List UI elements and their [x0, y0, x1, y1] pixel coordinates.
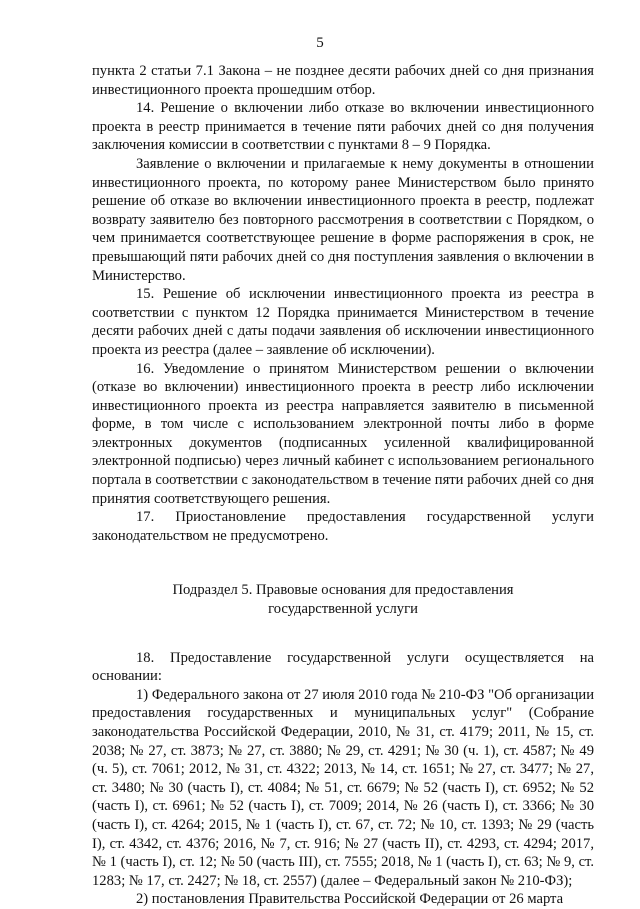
subsection-heading-line: Подраздел 5. Правовые основания для предоставления	[172, 582, 514, 599]
paragraph-item-18: 18. Предоставление государственной услуги осуществляется на основании:	[92, 649, 594, 685]
paragraph: пункта 2 статьи 7.1 Закона – не позднее десяти рабочих дней со дня признания инвестиционного проекта прошедшим отбор.	[92, 63, 594, 98]
list-item-federal-law: 1) Федерального закона от 27 июля 2010 года № 210-ФЗ "Об организации предоставления государственных и муниципальных услуг" (Собрание законодательства Российской Федерации, 2010, № 31, ст. 4179; 2011, № 15, ст. 2038; № 27, ст. 3873; № 27, ст. 3880; № 29, ст. 4291; № 30 (ч. 1), ст. 4587; № 49 (ч. 5), ст. 7061; 2012, № 31, ст. 4322; 2013, № 14, ст. 1651; № 27, ст. 3477; № 27, ст. 3480; № 30 (часть I), ст. 4084; № 51, ст. 6679; № 52 (часть I), ст. 6952; № 52 (часть I), ст. 6961; № 52 (часть I), ст. 7009; 2014, № 26 (часть I), ст. 3366; № 30 (часть I), ст. 4264; 2015, № 1 (часть I), ст. 67, ст. 72; № 10, ст. 1393; № 29 (часть I), ст. 4342, ст. 4376; 2016, № 7, ст. 916; № 27 (часть II), ст. 4293, ст. 4294; 2017, № 1 (часть I), ст. 12; № 50 (часть III), ст. 7555; 2018, № 1 (часть I), ст. 63; № 9, ст. 1283; № 17, ст. 2427; № 18, ст. 2557) (далее – Федеральный закон № 210-ФЗ);	[92, 686, 594, 889]
subsection-heading-line: государственной услуги	[268, 601, 418, 618]
list-item-government-decree: 2) постановления Правительства Российской Федерации от 26 марта	[136, 891, 564, 908]
paragraph: Заявление о включении и прилагаемые к нему документы в отношении инвестиционного проекта, по которому ранее Министерством было принято решение об отказе во включении инвестиционного проекта в реестр, подлежат возврату заявителю без повторного рассмотрения в соответствии с Порядком, о чем принимается соответствующее решение в форме распоряжения в срок, не превышающий пяти рабочих дней со дня поступления заявления о включении в Министерство.	[92, 155, 594, 284]
paragraph-item-16: 16. Уведомление о принятом Министерством решении о включении (отказе во включении) инвестиционного проекта в реестр либо исключении инвестиционного проекта из реестра направляется заявителю в письменной форме, в том числе с использованием электронной почты либо в форме электронных документов (подписанных усиленной квалифицированной электронной подписью) через личный кабинет с использованием регионального портала в соответствии с законодательством в течение пяти рабочих дней со дня принятия соответствующего решения.	[92, 360, 594, 507]
document-body	[92, 62, 594, 909]
subsection-heading	[92, 581, 594, 618]
paragraph-item-15: 15. Решение об исключении инвестиционного проекта из реестра в соответствии с пунктом 12 Порядка принимается Министерством в течение десяти рабочих дней с даты подачи заявления об исключении инвестиционного проекта из реестра (далее – заявление об исключении).	[92, 286, 594, 358]
paragraph-item-14: 14. Решение о включении либо отказе во включении инвестиционного проекта в реестр принимается в течение пяти рабочих дней со дня получения заключения комиссии в соответствии с пунктами 8 – 9 Порядка.	[92, 100, 594, 154]
page-number: 5	[316, 35, 324, 51]
paragraph-item-17: 17. Приостановление предоставления государственной услуги законодательством не предусмотрено.	[92, 509, 594, 544]
